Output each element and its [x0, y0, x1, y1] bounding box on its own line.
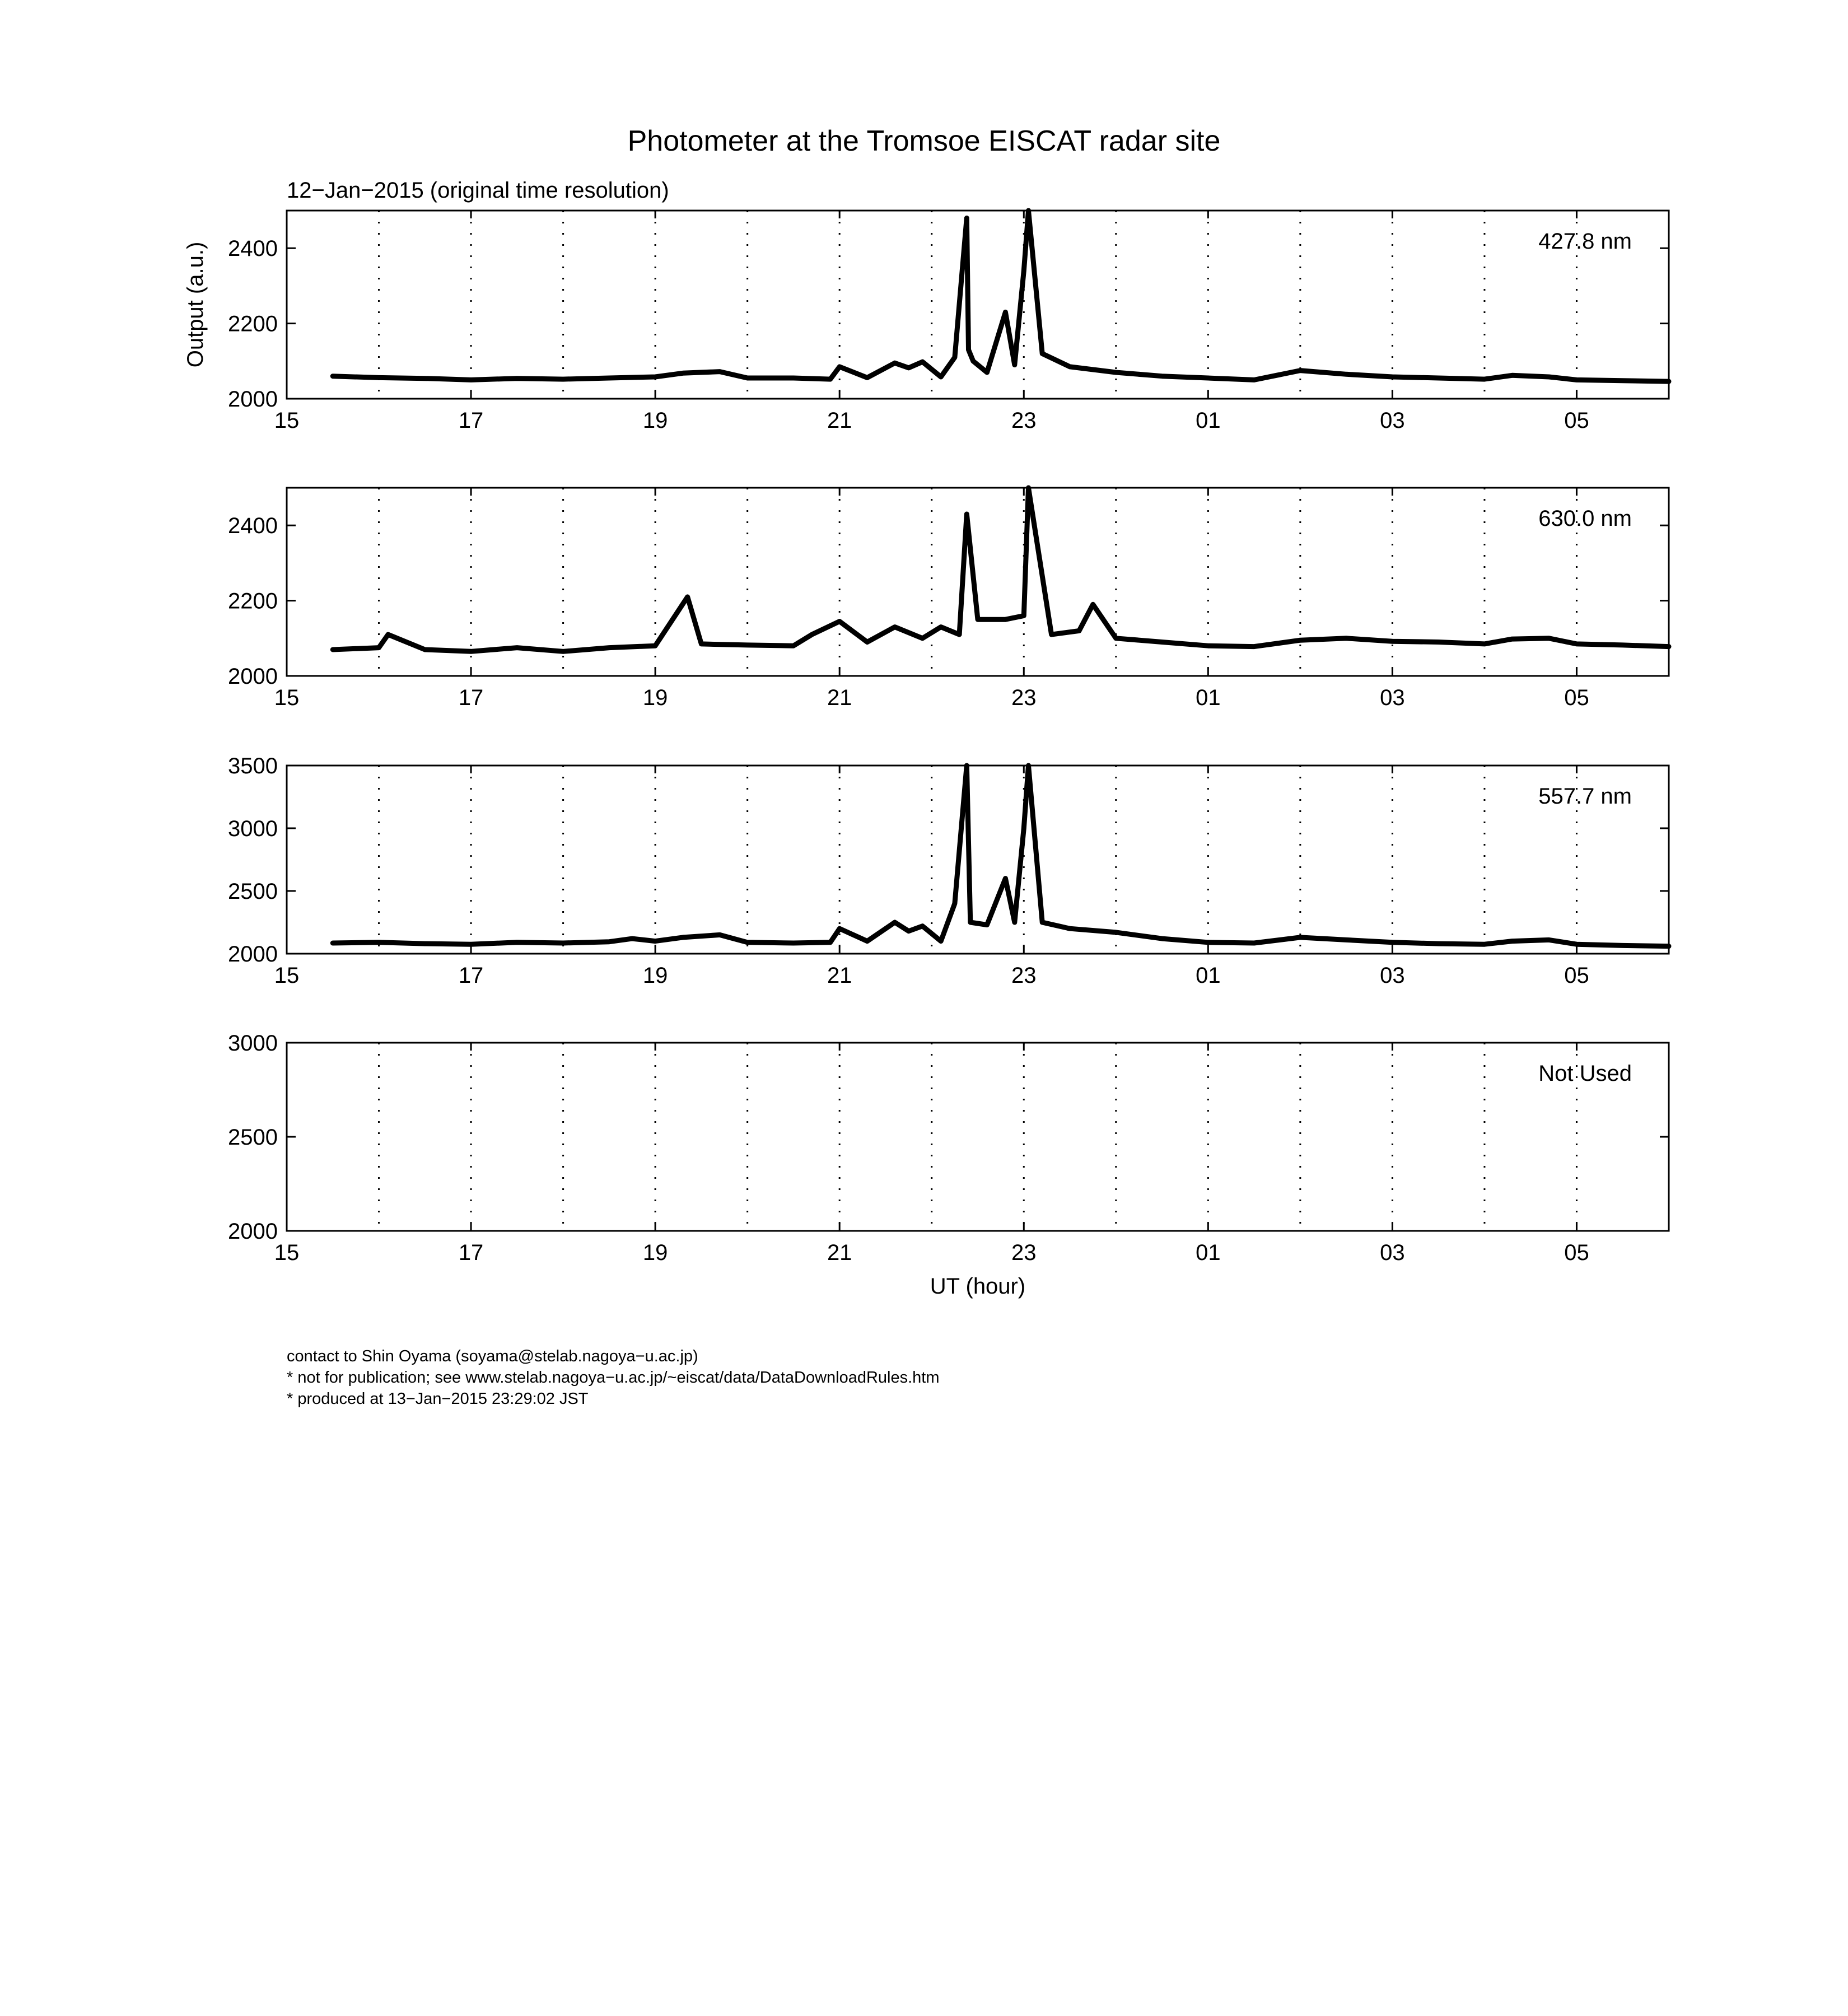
y-tick-label: 2000 — [228, 1219, 278, 1244]
x-tick-label: 05 — [1564, 1240, 1589, 1265]
x-tick-label: 01 — [1196, 963, 1221, 988]
y-tick-label: 2500 — [228, 1125, 278, 1150]
footer-produced: * produced at 13−Jan−2015 23:29:02 JST — [287, 1390, 589, 1408]
x-tick-label: 03 — [1380, 685, 1405, 710]
x-tick-label: 19 — [642, 963, 668, 988]
x-tick-label: 21 — [827, 1240, 852, 1265]
panel-frame — [287, 1043, 1669, 1231]
y-tick-label: 2500 — [228, 879, 278, 904]
series-line — [333, 211, 1669, 381]
x-tick-label: 23 — [1011, 1240, 1037, 1265]
x-tick-label: 05 — [1564, 685, 1589, 710]
y-tick-label: 3000 — [228, 1031, 278, 1056]
series-label: 630.0 nm — [1538, 506, 1632, 531]
y-tick-label: 2400 — [228, 236, 278, 262]
x-tick-label: 21 — [827, 408, 852, 433]
y-tick-label: 2400 — [228, 514, 278, 539]
x-tick-label: 17 — [458, 1240, 484, 1265]
x-tick-label: 19 — [642, 1240, 668, 1265]
x-tick-label: 15 — [274, 1240, 300, 1265]
y-tick-label: 2000 — [228, 664, 278, 689]
panel-frame — [287, 211, 1669, 399]
x-tick-label: 15 — [274, 408, 300, 433]
x-tick-label: 23 — [1011, 963, 1037, 988]
series-label: Not Used — [1538, 1061, 1632, 1086]
x-tick-label: 03 — [1380, 408, 1405, 433]
y-tick-label: 2000 — [228, 942, 278, 967]
series-label: 427.8 nm — [1538, 229, 1632, 254]
series-line — [333, 766, 1669, 946]
series-line — [333, 488, 1669, 651]
y-axis-label: Output (a.u.) — [183, 241, 208, 368]
footer-contact: contact to Shin Oyama (soyama@stelab.nagoya−u.ac.jp) — [287, 1347, 698, 1365]
y-tick-label: 3500 — [228, 754, 278, 778]
x-tick-label: 21 — [827, 963, 852, 988]
footer-rules: * not for publication; see www.stelab.nagoya−u.ac.jp/~eiscat/data/DataDownloadRules.htm — [287, 1369, 940, 1387]
y-tick-label: 3000 — [228, 816, 278, 841]
x-tick-label: 21 — [827, 685, 852, 710]
x-tick-label: 17 — [458, 963, 484, 988]
x-tick-label: 01 — [1196, 685, 1221, 710]
x-tick-label: 19 — [642, 685, 668, 710]
x-tick-label: 01 — [1196, 1240, 1221, 1265]
y-tick-label: 2200 — [228, 589, 278, 614]
x-tick-label: 15 — [274, 685, 300, 710]
chart-subtitle: 12−Jan−2015 (original time resolution) — [287, 178, 669, 203]
x-tick-label: 23 — [1011, 408, 1037, 433]
x-axis-label: UT (hour) — [930, 1274, 1026, 1299]
x-tick-label: 17 — [458, 685, 484, 710]
x-tick-label: 03 — [1380, 1240, 1405, 1265]
y-tick-label: 2000 — [228, 387, 278, 412]
x-tick-label: 23 — [1011, 685, 1037, 710]
x-tick-label: 19 — [642, 408, 668, 433]
x-tick-label: 03 — [1380, 963, 1405, 988]
series-label: 557.7 nm — [1538, 784, 1632, 809]
y-tick-label: 2200 — [228, 311, 278, 337]
x-tick-label: 17 — [458, 408, 484, 433]
x-tick-label: 15 — [274, 963, 300, 988]
x-tick-label: 01 — [1196, 408, 1221, 433]
page-title: Photometer at the Tromsoe EISCAT radar site — [627, 125, 1221, 157]
x-tick-label: 05 — [1564, 963, 1589, 988]
x-tick-label: 05 — [1564, 408, 1589, 433]
